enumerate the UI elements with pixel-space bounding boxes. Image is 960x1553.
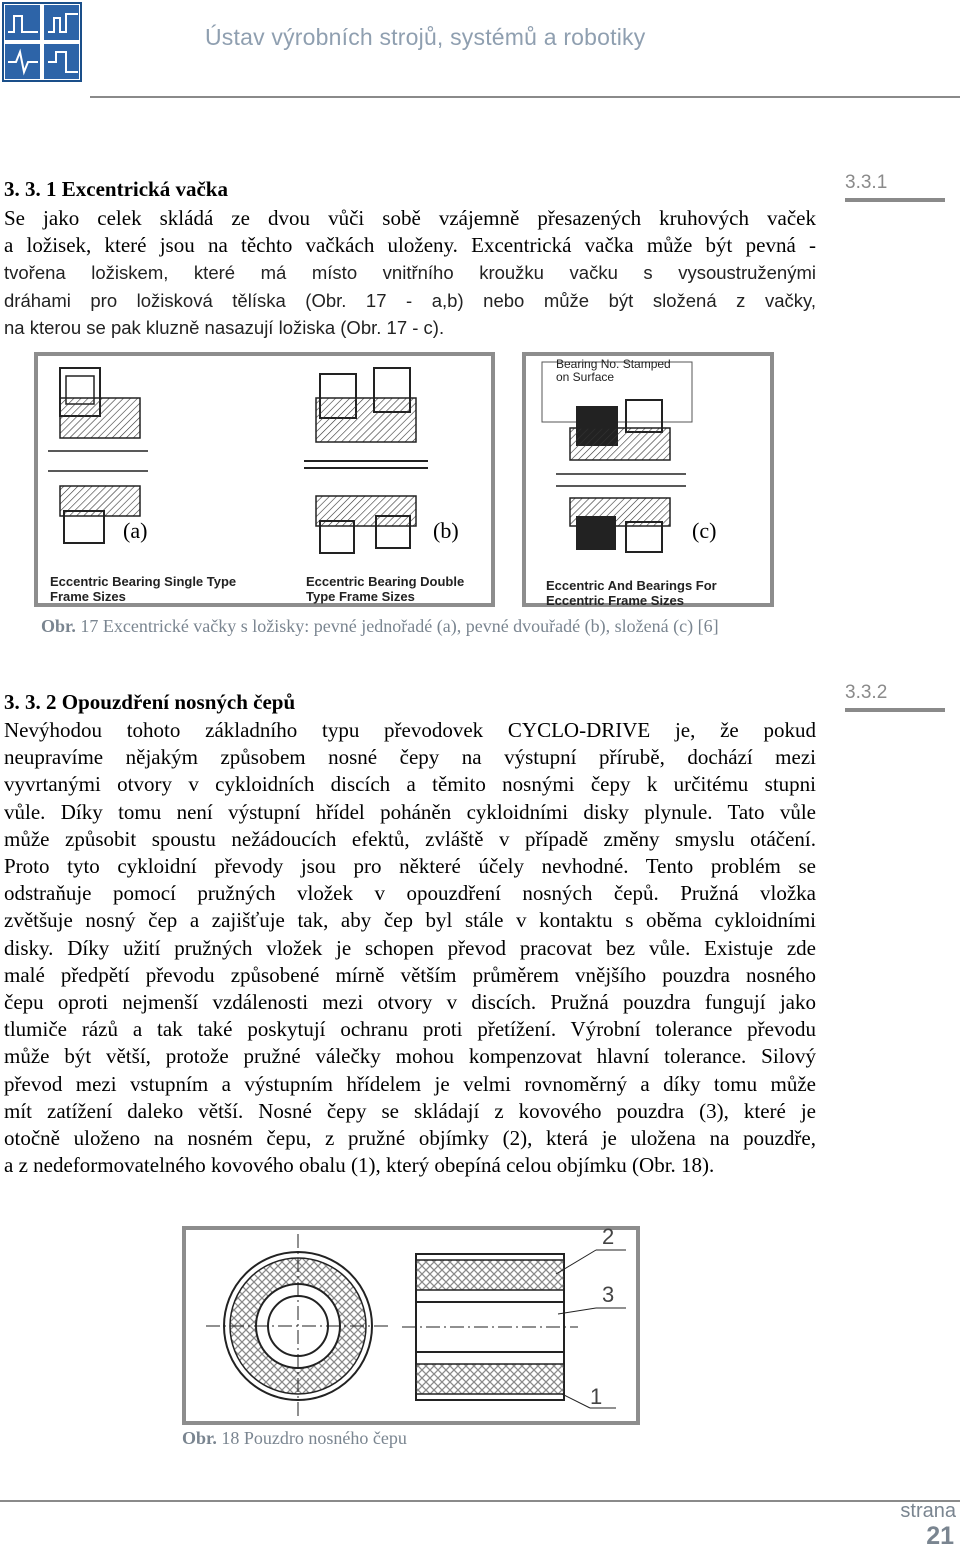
paragraph-line: zvětšuje nosný čep a zajišťuje tak, aby čep byl stále v kontaktu s oběma cykloidními bbox=[4, 908, 816, 933]
bushing-drawing bbox=[186, 1230, 636, 1421]
paragraph-line: mít zatížení daleko větší. Nosné čepy se skládají z kovového pouzdra (3), které je bbox=[4, 1098, 816, 1123]
figure-17-frame-c bbox=[522, 352, 774, 607]
bearing-drawing-c bbox=[526, 356, 770, 603]
institute-logo bbox=[2, 2, 82, 82]
section-heading-332: 3. 3. 2 Opouzdření nosných čepů bbox=[4, 690, 296, 714]
paragraph-line: vůle. Díky tomu není výstupní hřídel poháněn cykloidními disky plynule. Tato vůle bbox=[4, 799, 816, 824]
paragraph-line: vyvrtanými otvory v cykloidních discích a těmito nosnými čepy k určitému stupni bbox=[4, 772, 816, 797]
paragraph-line: tlumiče rázů a tak také poskytují ochranu proti přetížení. Výrobní tolerance převodu bbox=[4, 1017, 816, 1042]
paragraph-line: dráhami pro ložisková tělíska (Obr. 17 - a,b) nebo může být složená z vačky, bbox=[4, 289, 816, 311]
paragraph-line: Proto tyto cykloidní převody jsou pro některé účely nevhodné. Tento problém se bbox=[4, 854, 816, 879]
paragraph-line: tvořena ložiskem, které má místo vnitřního kroužku vačku s vysoustruženými bbox=[4, 262, 816, 284]
callout-2: 2 bbox=[602, 1224, 615, 1249]
paragraph-line: a ložisek, které jsou na těchto vačkách uloženy. Excentrická vačka může být pevná - bbox=[4, 233, 816, 258]
section-marker-332 bbox=[845, 682, 945, 712]
figure-label-c: (c) bbox=[692, 518, 717, 543]
callout-3: 3 bbox=[602, 1282, 615, 1307]
footer-divider bbox=[0, 1500, 960, 1502]
paragraph-line: odstraňuje pomocí pružných vložek v opouzdření nosných čepů. Pružná vložka bbox=[4, 881, 816, 906]
figure-17-caption bbox=[41, 616, 719, 637]
caption-text: 17 Excentrické vačky s ložisky: pevné jednořadé (a), pevné dvouřadé (b), složená (c) [6] bbox=[80, 616, 719, 636]
section-marker-text: 3.3.1 bbox=[845, 172, 888, 193]
paragraph-line: malé předpětí převodu způsobené mírně větším průměrem vnějšího pouzdra nosného bbox=[4, 962, 816, 987]
figure-17-frame-ab bbox=[34, 352, 495, 607]
paragraph-line: otočně uloženo na nosném čepu, z pružné objímky (2), která je uložena na pouzdře, bbox=[4, 1126, 816, 1151]
paragraph-line: převod mezi vstupním a výstupním hřídelem je velmi rovnoměrný a díky tomu může bbox=[4, 1071, 816, 1096]
section-heading-331: 3. 3. 1 Excentrická vačka bbox=[4, 177, 228, 201]
caption-text: 18 Pouzdro nosného čepu bbox=[221, 1428, 407, 1448]
bushing-cross-section bbox=[206, 1234, 390, 1418]
paragraph-line: a z nedeformovatelného kovového obalu (1), který obepíná celou objímku (Obr. 18). bbox=[4, 1153, 715, 1178]
header-title: Ústav výrobních strojů, systémů a robotiky bbox=[205, 24, 646, 50]
section-paragraph-331 bbox=[4, 205, 816, 341]
figure-18-caption bbox=[182, 1428, 407, 1449]
panel-a-caption: Eccentric Bearing Single Type Frame Sizes bbox=[50, 574, 237, 604]
bearing-drawing-ab bbox=[38, 356, 491, 603]
paragraph-line: neupravíme nějakým způsobem nosné čepy na výstupní přírubě, dochází mezi bbox=[4, 745, 816, 770]
footer-page-label: strana bbox=[900, 1500, 956, 1522]
figure-label-b: (b) bbox=[433, 518, 459, 543]
bearing-a-drawing bbox=[48, 368, 148, 543]
callout-1: 1 bbox=[590, 1384, 603, 1409]
header-divider bbox=[90, 96, 960, 98]
section-marker-bar bbox=[845, 708, 945, 712]
paragraph-line: Nevýhodou tohoto základního typu převodovek CYCLO-DRIVE je, že pokud bbox=[4, 718, 816, 742]
paragraph-line: na kterou se pak kluzně nasazují ložiska (Obr. 17 - c). bbox=[4, 316, 445, 338]
caption-prefix: Obr. bbox=[182, 1428, 217, 1448]
bearing-b-drawing bbox=[304, 368, 428, 553]
paragraph-line: disky. Díky užití pružných vložek je schopen převod pracovat bez vůle. Existuje zde bbox=[4, 935, 816, 960]
panel-c-note: Bearing No. Stamped on Surface bbox=[556, 357, 671, 384]
caption-prefix: Obr. bbox=[41, 616, 76, 636]
paragraph-line: čepu oproti nejmenší vzdálenosti mezi otvory v discích. Pružná pouzdra fungují jako bbox=[4, 990, 816, 1015]
footer-page-number: 21 bbox=[926, 1522, 954, 1550]
section-marker-bar bbox=[845, 198, 945, 202]
paragraph-line: může způsobit spoustu nežádoucích efektů, zvláště v případě změny smyslu otáčení. bbox=[4, 826, 816, 851]
section-marker-331 bbox=[845, 172, 945, 202]
figure-label-a: (a) bbox=[123, 518, 148, 543]
figure-18-frame bbox=[182, 1226, 640, 1425]
section-paragraph-332 bbox=[4, 717, 816, 1179]
paragraph-line: může být větší, protože pružné válečky mohou kompenzovat hlavní tolerance. Silový bbox=[4, 1044, 816, 1069]
section-marker-text: 3.3.2 bbox=[845, 682, 888, 703]
panel-c-caption: Eccentric And Bearings For Eccentric Frame Sizes bbox=[546, 578, 717, 608]
panel-b-caption: Eccentric Bearing Double Type Frame Sizes bbox=[306, 574, 465, 604]
paragraph-line: Se jako celek skládá ze dvou vůči sobě vzájemně přesazených kruhových vaček bbox=[4, 206, 816, 230]
